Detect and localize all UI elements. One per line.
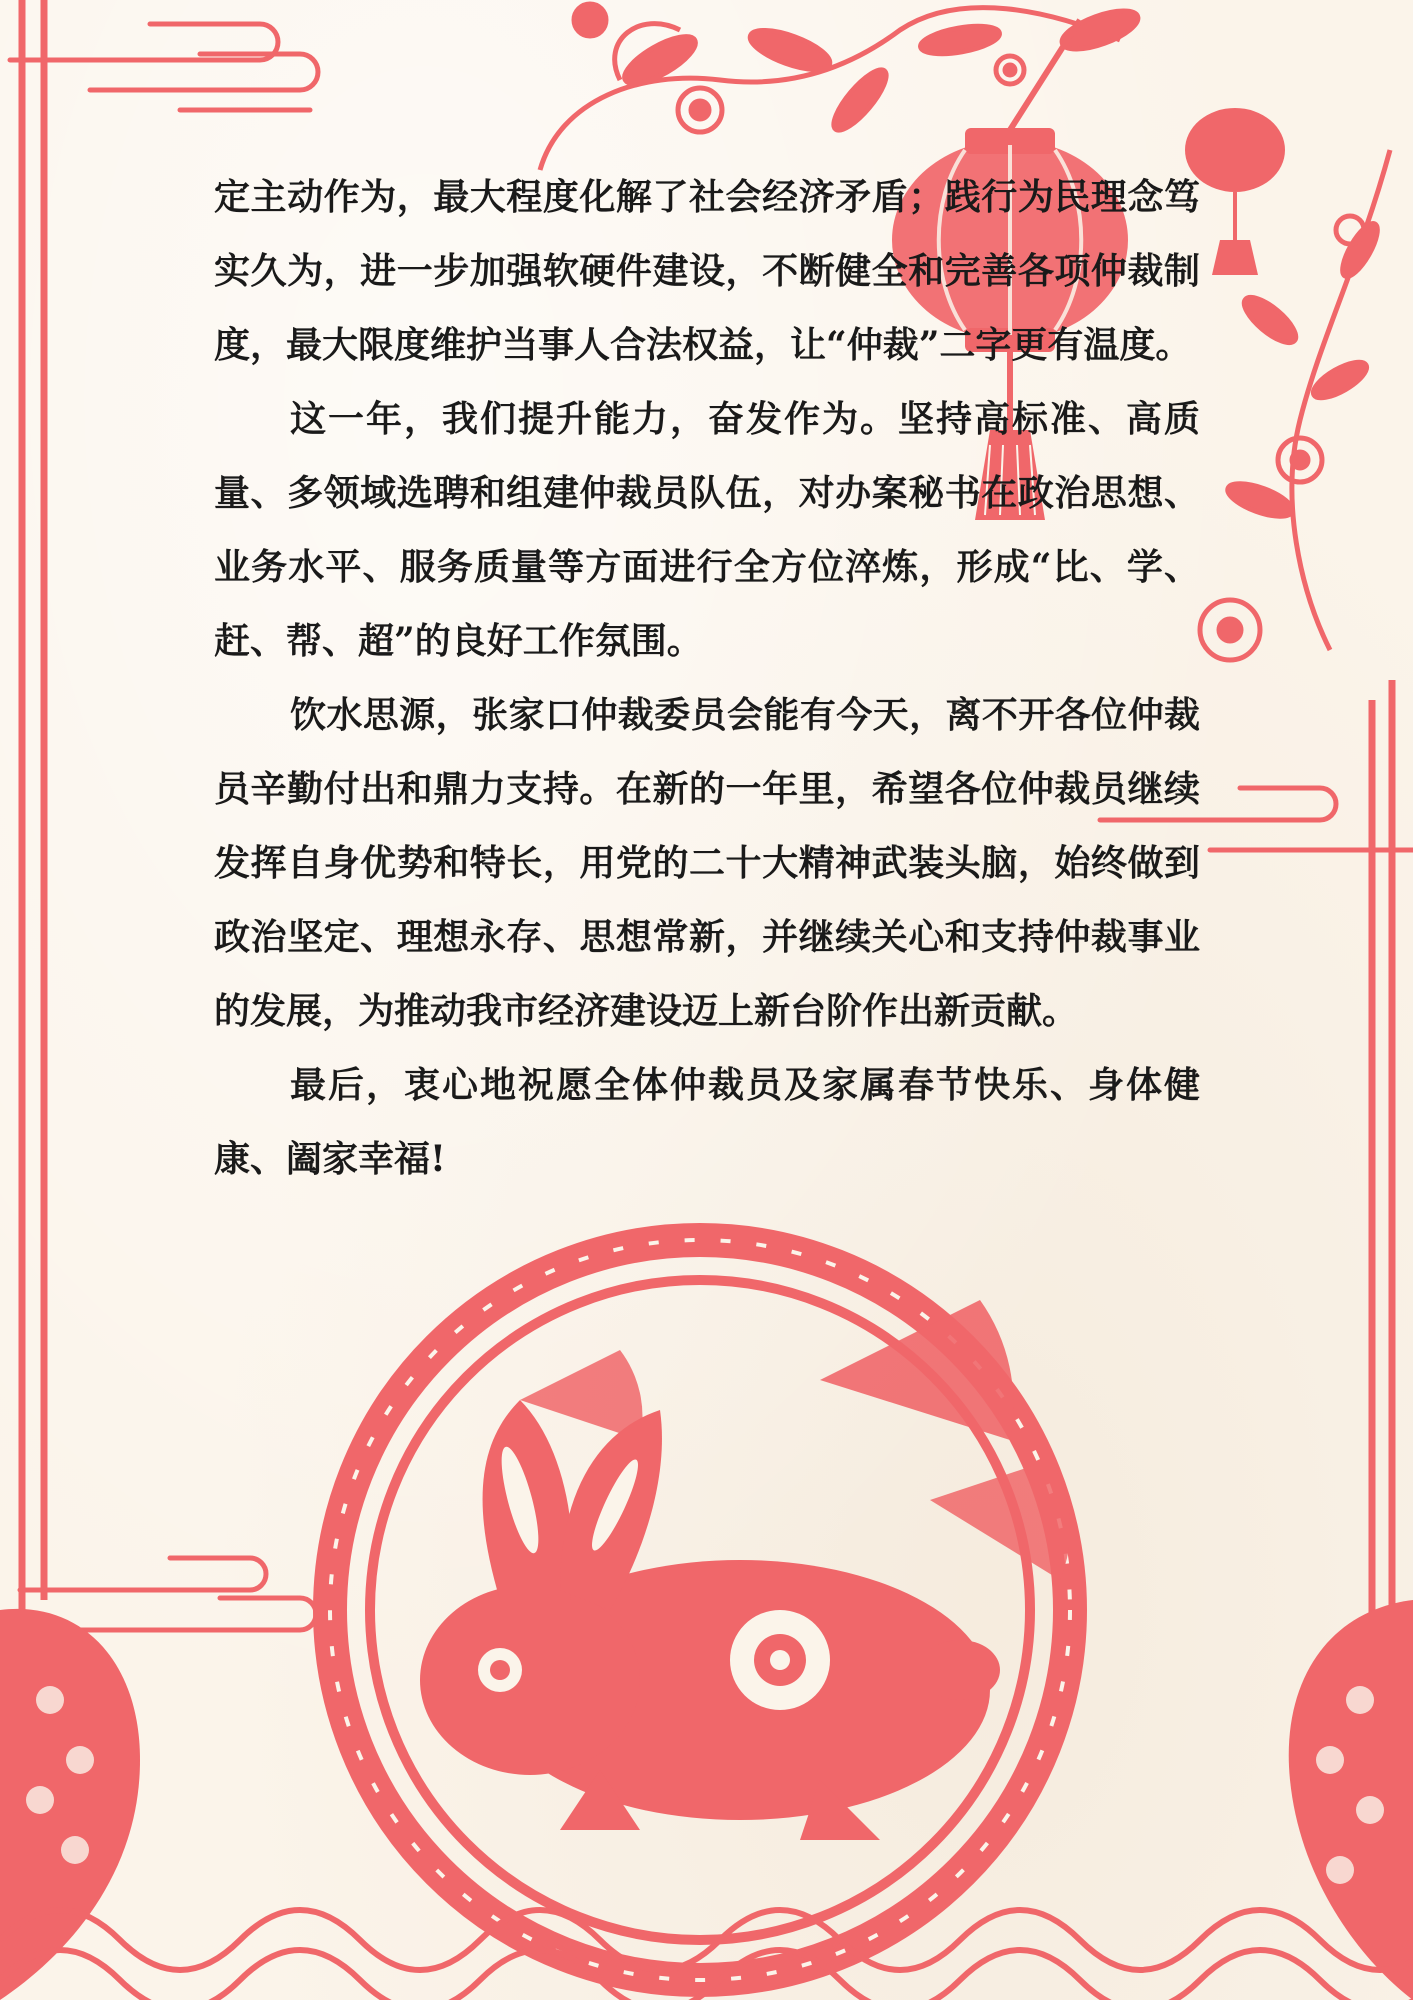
rabbit-papercut-icon bbox=[330, 1240, 1070, 1980]
paragraph-1: 定主动作为，最大程度化解了社会经济矛盾；践行为民理念笃实久为，进一步加强软硬件建设，不断健全和完善各项仲裁制度，最大限度维护当事人合法权益，让“仲裁”二字更有温度。 bbox=[214, 176, 1200, 366]
koi-fish-icon bbox=[1289, 1600, 1413, 2000]
paragraph-2: 这一年，我们提升能力，奋发作为。坚持高标准、高质量、多领域选聘和组建仲裁员队伍，对办案秘书在政治思想、业务水平、服务质量等方面进行全方位淬炼，形成“比、学、赶、帮、超”的良好工作氛围。 bbox=[214, 398, 1200, 662]
paragraph-3: 饮水思源，张家口仲裁委员会能有今天，离不开各位仲裁员辛勤付出和鼎力支持。在新的一年里，希望各位仲裁员继续发挥自身优势和特长，用党的二十大精神武装头脑，始终做到政治坚定、理想永存、思想常新，并继续关心和支持仲裁事业的发展，为推动我市经济建设迈上新台阶作出新贡献。 bbox=[214, 694, 1200, 1032]
paragraph-4: 最后，衷心地祝愿全体仲裁员及家属春节快乐、身体健康、阖家幸福! bbox=[214, 1064, 1200, 1180]
right-border-lines bbox=[1372, 680, 1392, 1640]
cloud-pattern-icon bbox=[10, 24, 318, 110]
left-border-lines bbox=[22, 0, 44, 1620]
flower-vine-icon bbox=[1200, 150, 1390, 660]
letter-body bbox=[214, 160, 1200, 1196]
